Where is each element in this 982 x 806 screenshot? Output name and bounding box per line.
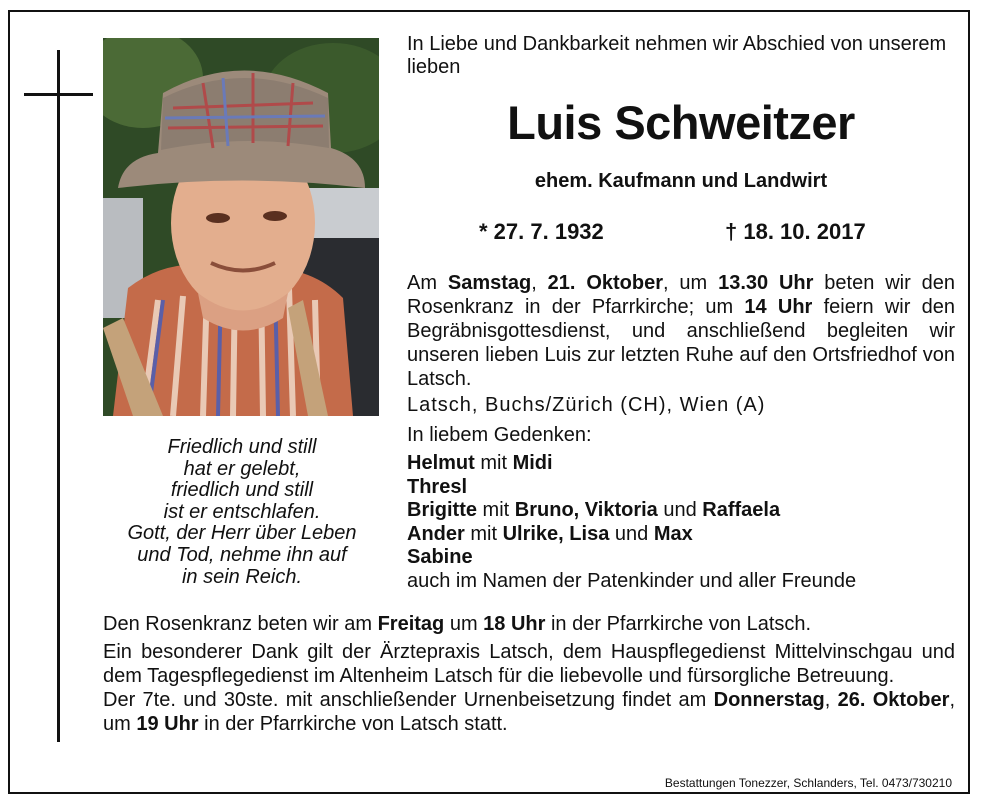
cross-horizontal-bar: [24, 93, 93, 96]
intro-text: In Liebe und Dankbarkeit nehmen wir Abschied von unserem lieben: [407, 33, 947, 78]
places: Latsch, Buchs/Zürich (CH), Wien (A): [407, 394, 766, 416]
family-name: Bruno: [514, 499, 574, 521]
family-line: [407, 476, 856, 500]
service-text: Am: [407, 272, 448, 294]
deceased-name: Luis Schweitzer: [507, 96, 855, 149]
connector: mit: [474, 452, 513, 474]
connector: und: [657, 499, 703, 521]
family-name: Brigitte: [407, 499, 477, 521]
poem: [104, 437, 380, 588]
rosary-note: [103, 612, 955, 636]
rosary-day: Freitag: [377, 613, 445, 635]
family-line: [407, 499, 856, 523]
note-text: Der 7te. und 30ste. mit anschließender Urnenbeisetzung findet am: [103, 689, 714, 711]
service-text: , um: [663, 272, 719, 294]
family-list: [407, 452, 856, 593]
poem-line: hat er gelebt,: [183, 457, 301, 480]
connector: ,: [573, 499, 585, 521]
family-name: Ulrike: [502, 522, 559, 545]
note-text: in der Pfarrkirche von Latsch.: [545, 613, 812, 635]
family-name: Lisa: [569, 522, 610, 545]
service-text: ,: [531, 272, 548, 294]
connector: ,: [558, 522, 570, 545]
memorial-mass-note: [103, 688, 955, 736]
family-name: Max: [653, 522, 693, 545]
family-name: Midi: [512, 452, 553, 474]
family-line: [407, 546, 856, 570]
rosary-time: 13.30 Uhr: [718, 272, 814, 294]
note-text: Den Rosenkranz beten wir am: [103, 613, 378, 635]
connector: und: [609, 522, 654, 545]
family-line: [407, 452, 856, 476]
family-name: Ander: [407, 522, 465, 545]
portrait-photo: [103, 38, 379, 416]
family-name: Viktoria: [584, 499, 658, 521]
service-day: Samstag: [447, 272, 532, 294]
family-name: Helmut: [407, 452, 475, 474]
service-text: feiern wir den Begräbnisgottesdienst, und anschließend begleiten wir unseren lieben Luis zur letzten Ruhe auf den Ortsfriedhof von Latsch.: [407, 296, 955, 390]
rosary-hour: 18 Uhr: [483, 613, 546, 635]
poem-line: friedlich und still: [170, 479, 314, 502]
thanks-note: Ein besonderer Dank gilt der Ärztepraxis Latsch, dem Hauspflegedienst Mittelvinschgau und dem Tagespflegedienst im Altenheim Latsch für die liebevolle und fürsorgliche Betreuung.: [103, 641, 955, 687]
connector: mit: [477, 499, 515, 521]
service-date: 21. Oktober: [547, 272, 664, 294]
mass-hour: 19 Uhr: [136, 713, 199, 735]
memory-heading: In liebem Gedenken:: [407, 424, 592, 446]
note-text: , um: [103, 689, 955, 735]
death-date: † 18. 10. 2017: [725, 219, 866, 244]
family-name: Raffaela: [702, 499, 781, 521]
note-text: in der Pfarrkirche von Latsch statt.: [198, 713, 508, 735]
poem-line: und Tod, nehme ihn auf: [137, 543, 347, 566]
connector: mit: [464, 522, 503, 545]
family-name: Thresl: [407, 475, 468, 498]
poem-line: Gott, der Herr über Leben: [127, 522, 357, 545]
note-text: ,: [824, 689, 838, 711]
mass-date: 26. Oktober: [837, 689, 950, 711]
service-announcement: [407, 271, 955, 391]
funeral-home-credit: Bestattungen Tonezzer, Schlanders, Tel. 0473/730210: [664, 776, 952, 790]
service-text: beten wir den Rosenkranz in der Pfarrkirche; um: [407, 272, 955, 318]
birth-date: * 27. 7. 1932: [479, 219, 604, 244]
mass-day: Donnerstag: [713, 689, 825, 711]
note-text: um: [444, 613, 484, 635]
closing-notes: [103, 612, 955, 736]
poem-line: ist er entschlafen.: [163, 500, 321, 523]
mass-time: 14 Uhr: [744, 296, 813, 318]
occupation: ehem. Kaufmann und Landwirt: [534, 170, 828, 192]
cross-vertical-bar: [57, 50, 60, 742]
family-name: Sabine: [407, 546, 473, 568]
family-line: auch im Namen der Patenkinder und aller Freunde: [407, 569, 857, 592]
family-line: [407, 523, 856, 547]
poem-line: Friedlich und still: [167, 436, 317, 458]
poem-line: in sein Reich.: [181, 565, 303, 588]
